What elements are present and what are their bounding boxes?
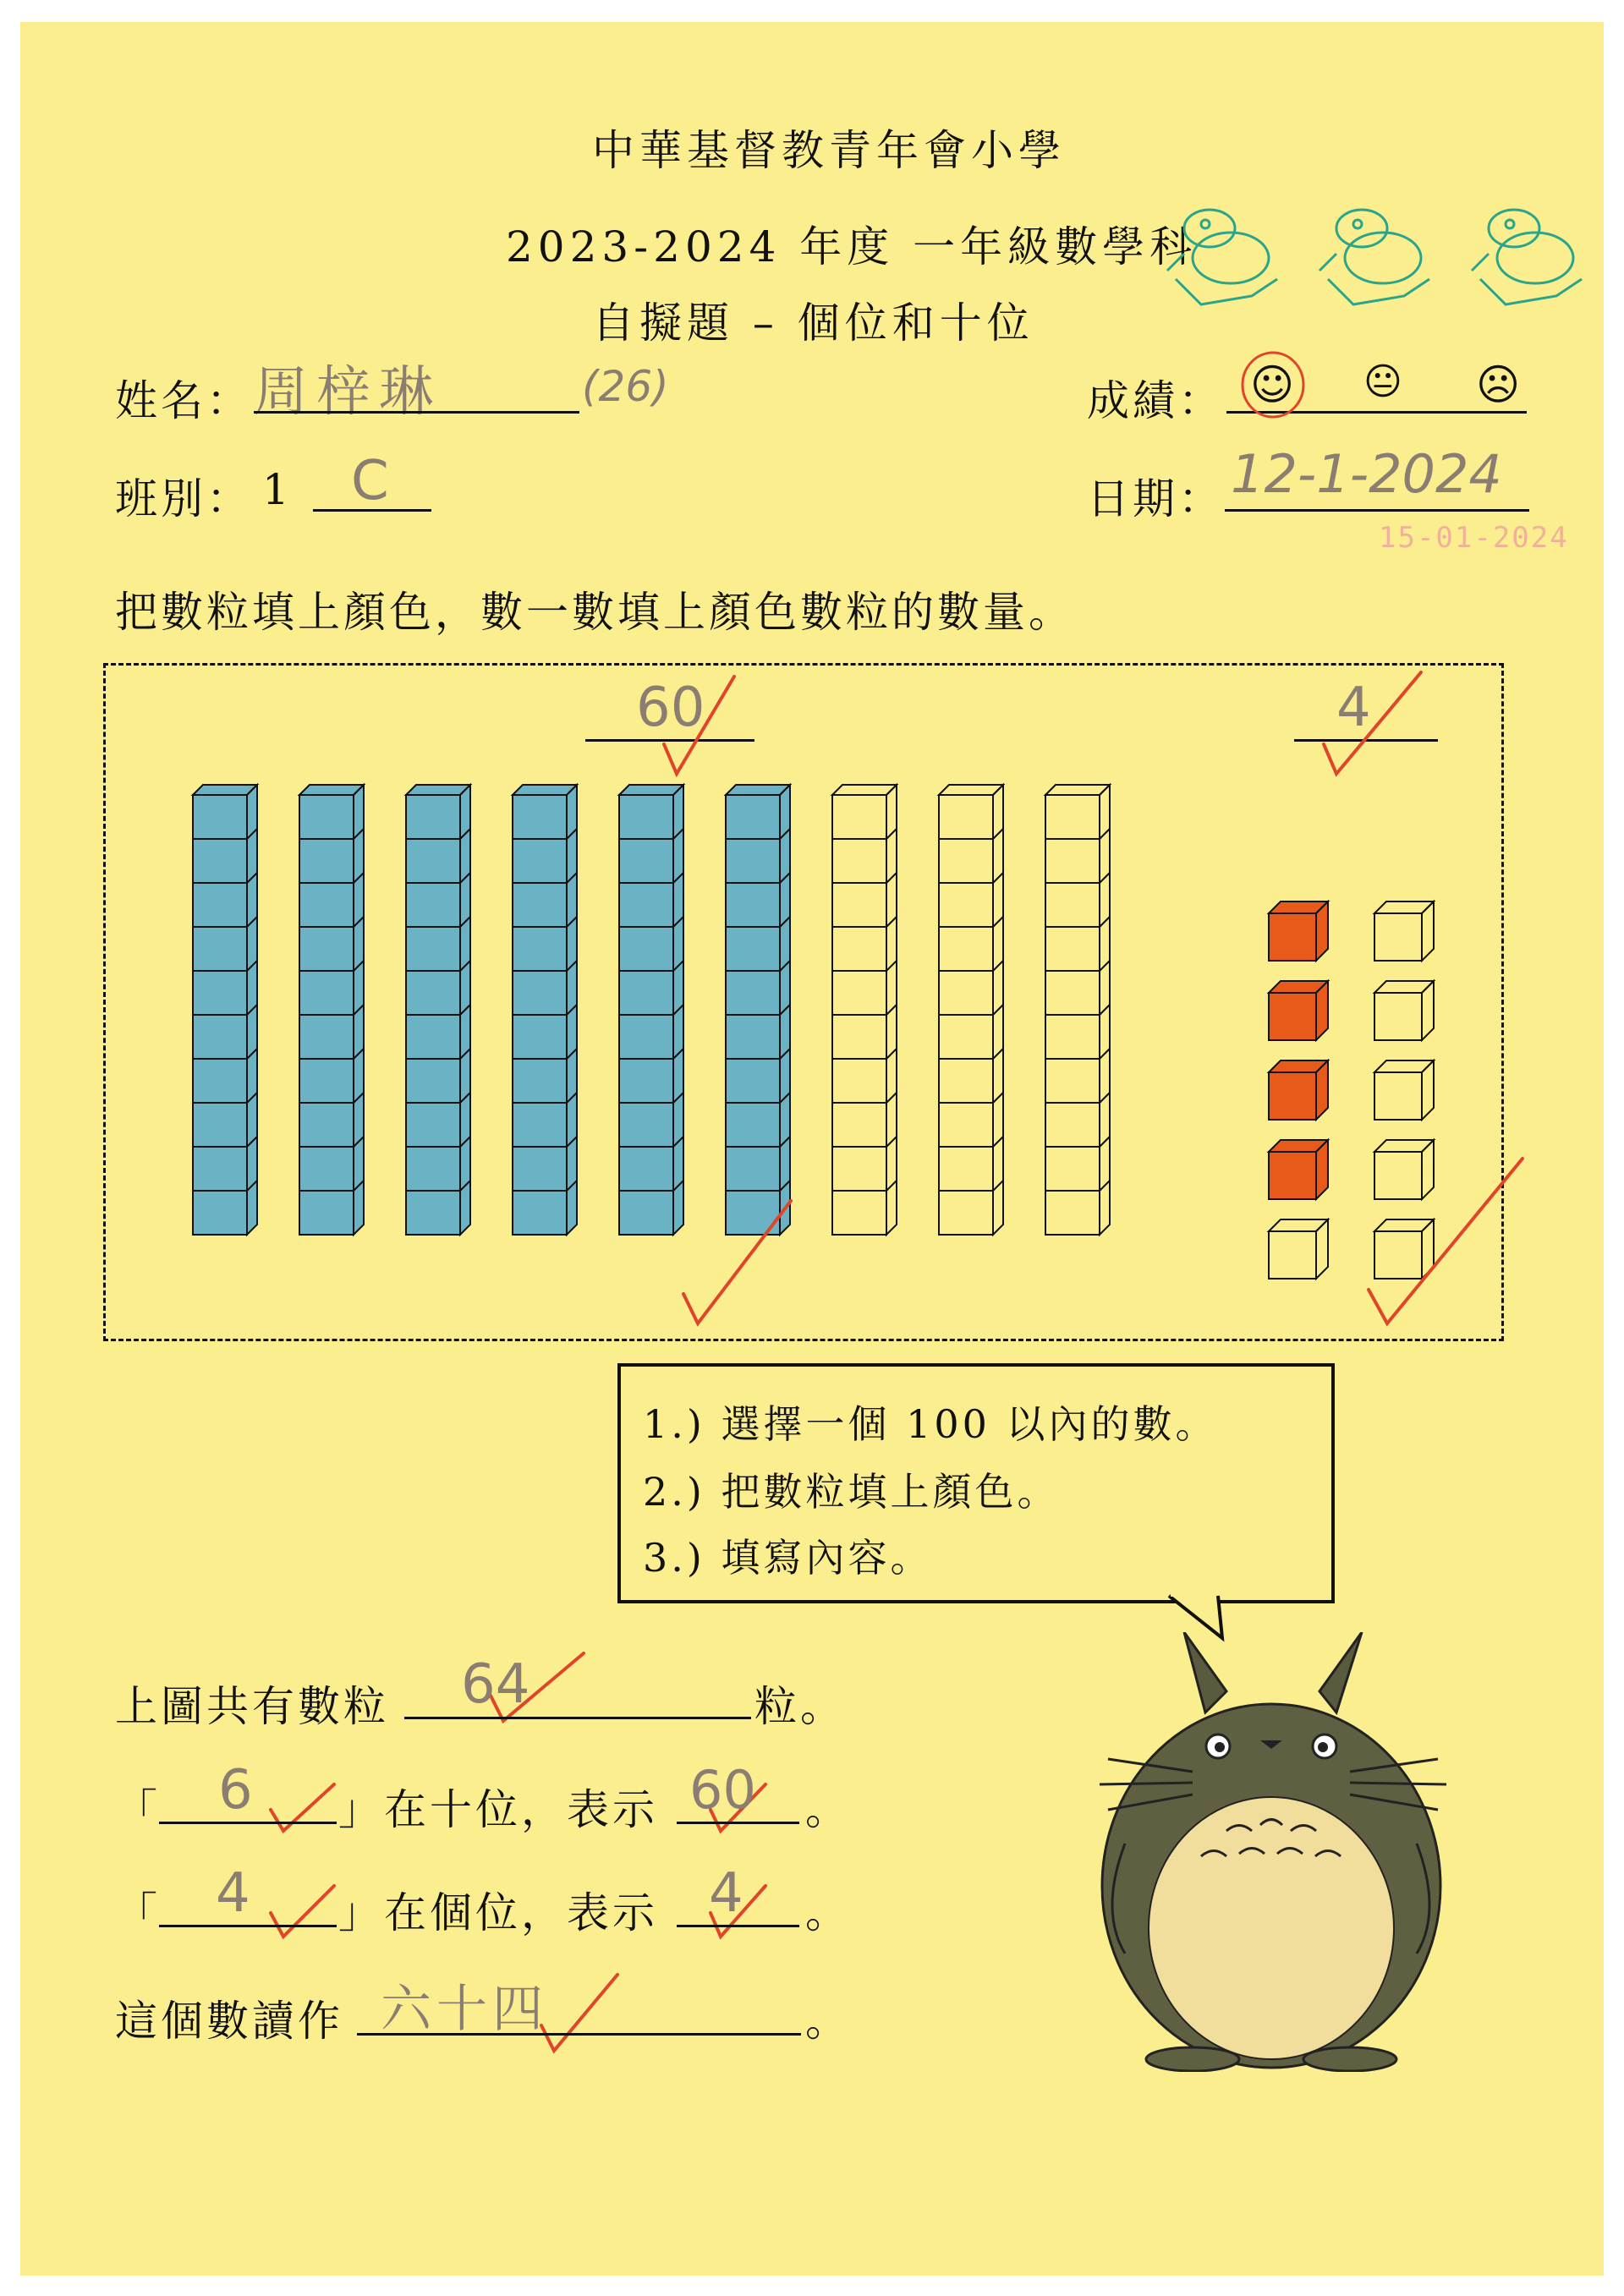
class-number: (26) — [582, 362, 669, 411]
question-2-value-line — [677, 1822, 799, 1824]
question-2-open: 「 — [115, 1785, 161, 1834]
grade-face-sad: ☹ — [1476, 360, 1521, 409]
check-mark — [664, 677, 734, 774]
question-3-line — [159, 1925, 337, 1927]
question-4-answer: 六十四 — [381, 1980, 548, 2039]
question-2-line — [159, 1822, 337, 1824]
year-subject: 2023-2024 年度 一年級數學科 — [506, 222, 1198, 271]
instruction-text: 把數粒填上顏色，數一數填上顏色數粒的數量。 — [115, 588, 1074, 637]
date-label: 日期： — [1087, 474, 1224, 523]
question-1-prefix: 上圖共有數粒 — [115, 1682, 389, 1731]
question-1-suffix: 粒。 — [754, 1682, 846, 1731]
question-1-answer: 64 — [461, 1653, 530, 1716]
tens-answer: 60 — [636, 677, 705, 739]
topic-title: 自擬題 – 個位和十位 — [592, 299, 1034, 348]
received-stamp: 15-01-2024 — [1379, 521, 1569, 555]
question-2-answer: 6 — [218, 1759, 253, 1822]
question-3-value-line — [677, 1925, 799, 1927]
class-label: 班別： — [115, 474, 252, 523]
speech-line-3: 3.) 填寫內容。 — [643, 1535, 933, 1581]
class-grade: 1 — [262, 465, 293, 514]
check-mark — [683, 1201, 791, 1323]
name-value: 周梓琳 — [254, 361, 442, 424]
grade-label: 成績： — [1087, 376, 1224, 425]
question-4-prefix: 這個數讀作 — [115, 1997, 343, 2046]
totoro-illustration — [1091, 1632, 1455, 2072]
check-mark — [1369, 1159, 1522, 1323]
check-mark — [1324, 672, 1421, 774]
question-1-line — [404, 1717, 751, 1719]
name-label: 姓名： — [115, 376, 252, 425]
date-value: 12-1-2024 — [1231, 443, 1502, 505]
grade-face-neutral: 😐 — [1363, 360, 1402, 403]
speech-line-1: 1.) 選擇一個 100 以內的數。 — [643, 1401, 1218, 1447]
question-2-mid: 」在十位，表示 — [338, 1785, 658, 1834]
school-name: 中華基督教青年會小學 — [592, 126, 1066, 175]
ones-answer: 4 — [1336, 677, 1371, 739]
question-3-answer: 4 — [216, 1862, 250, 1925]
question-2-end: 。 — [805, 1785, 851, 1834]
question-3-end: 。 — [805, 1888, 851, 1937]
grade-face-happy: ☺ — [1250, 360, 1295, 409]
speech-line-2: 2.) 把數粒填上顏色。 — [643, 1469, 1060, 1515]
question-3-value: 4 — [709, 1862, 743, 1925]
check-mark — [541, 1975, 617, 2051]
question-3-mid: 」在個位，表示 — [338, 1888, 658, 1937]
question-2-value: 60 — [689, 1759, 756, 1821]
question-4-end: 。 — [805, 1997, 851, 2046]
check-mark — [271, 1886, 334, 1937]
class-value: C — [351, 450, 389, 512]
question-4-line — [357, 2033, 801, 2036]
question-3-open: 「 — [115, 1888, 161, 1937]
